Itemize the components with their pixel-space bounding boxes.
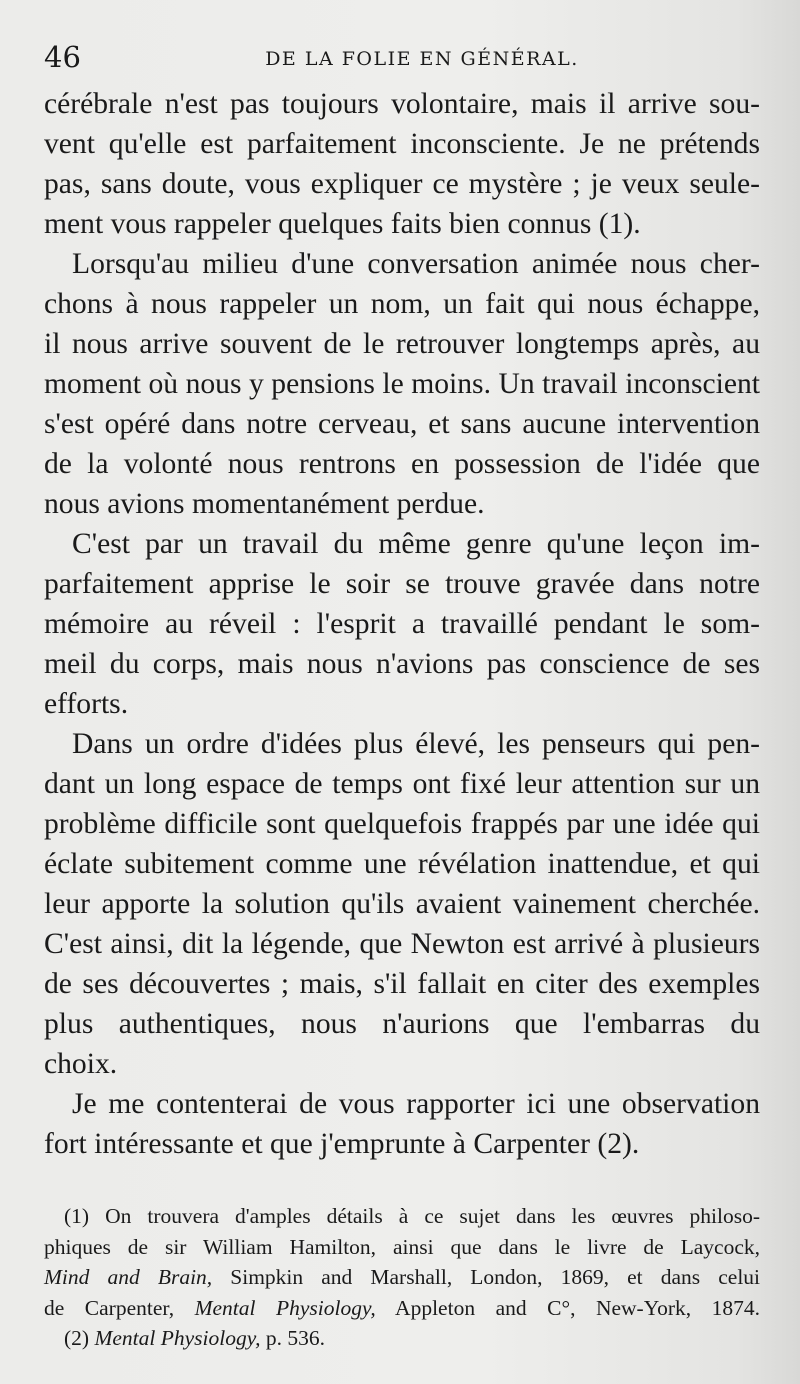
- running-title: DE LA FOLIE EN GÉNÉRAL.: [265, 48, 579, 70]
- text-line: chons à nous rappeler un nom, un fait qui nous échappe,: [44, 288, 760, 320]
- page-number: 46: [44, 40, 81, 74]
- text-line: il nous arrive souvent de le retrouver longtemps après, au: [44, 328, 760, 360]
- text-line: mémoire au réveil : l'esprit a travaillé pendant le som-: [44, 608, 760, 640]
- text-line: cérébrale n'est pas toujours volontaire, mais il arrive sou-: [44, 88, 760, 120]
- body-text: [44, 84, 760, 1164]
- text-line: Dans un ordre d'idées plus élevé, les penseurs qui pen-: [72, 728, 760, 760]
- footnote-line: de Carpenter, Mental Physiology, Appleton and C°, New-York, 1874.: [44, 1295, 760, 1320]
- text-line: efforts.: [44, 688, 129, 720]
- text-line: problème difficile sont quelquefois frappés par une idée qui: [44, 808, 760, 840]
- text-line: fort intéressante et que j'emprunte à Carpenter (2).: [44, 1128, 640, 1160]
- footnotes: [44, 1201, 760, 1354]
- text-line: moment où nous y pensions le moins. Un travail inconscient: [44, 368, 760, 400]
- text-line: Lorsqu'au milieu d'une conversation animée nous cher-: [72, 248, 760, 280]
- book-title: Mental Physiology,: [94, 1326, 261, 1350]
- text-line: nous avions momentanément perdue.: [44, 488, 485, 520]
- text-line: meil du corps, mais nous n'avions pas conscience de ses: [44, 648, 760, 680]
- text-line: s'est opéré dans notre cerveau, et sans aucune intervention: [44, 408, 760, 440]
- footnote-line: (1) On trouvera d'amples détails à ce sujet dans les œuvres philoso-: [64, 1204, 760, 1228]
- text-line: de la volonté nous rentrons en possession de l'idée que: [44, 448, 760, 480]
- text-line: C'est ainsi, dit la légende, que Newton est arrivé à plusieurs: [44, 928, 760, 960]
- footnote-line: Mind and Brain, Simpkin and Marshall, London, 1869, et dans celui: [44, 1265, 761, 1289]
- book-title: Mental Physiology,: [194, 1295, 376, 1320]
- text-line: C'est par un travail du même genre qu'une leçon im-: [72, 528, 760, 560]
- text-line: choix.: [44, 1048, 118, 1080]
- footnote-line: phiques de sir William Hamilton, ainsi que dans le livre de Laycock,: [44, 1234, 760, 1259]
- book-title: Mind and Brain,: [44, 1265, 213, 1289]
- text-line: vent qu'elle est parfaitement inconsciente. Je ne prétends: [44, 128, 760, 160]
- page-header: [44, 40, 760, 80]
- text-line: ment vous rappeler quelques faits bien connus (1).: [44, 208, 641, 240]
- text-line: dant un long espace de temps ont fixé leur attention sur un: [44, 768, 760, 800]
- footnote-line: (2) Mental Physiology, p. 536.: [64, 1326, 325, 1350]
- text-line: de ses découvertes ; mais, s'il fallait en citer des exemples: [44, 968, 760, 1000]
- text-line: plus authentiques, nous n'aurions que l'embarras du: [44, 1008, 760, 1040]
- text-line: Je me contenterai de vous rapporter ici une observation: [72, 1088, 760, 1120]
- text-line: parfaitement apprise le soir se trouve gravée dans notre: [44, 568, 760, 600]
- text-line: éclate subitement comme une révélation inattendue, et qui: [44, 848, 760, 880]
- text-line: leur apporte la solution qu'ils avaient vainement cherchée.: [44, 888, 760, 920]
- text-line: pas, sans doute, vous expliquer ce mystère ; je veux seule-: [44, 168, 760, 200]
